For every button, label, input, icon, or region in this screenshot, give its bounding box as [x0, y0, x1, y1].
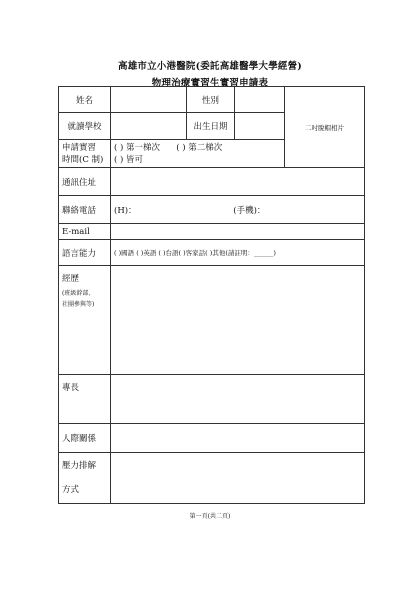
- form-subtitle: 物理治療實習生實習申請表: [151, 78, 269, 89]
- specialty-label: 專長: [59, 375, 111, 424]
- page-number: 第一頁(共二頁): [189, 513, 231, 520]
- form-title: 高雄市立小港醫院(委託高雄醫學大學經營): [118, 61, 302, 72]
- relations-label: 人際關係: [59, 424, 111, 453]
- phone-label: 聯絡電話: [59, 196, 111, 224]
- period-label: 申請實習 時間(C 制): [59, 140, 111, 168]
- stress-label-1: 壓力排解: [62, 461, 97, 471]
- experience-field[interactable]: [111, 266, 365, 375]
- school-label: 就讀學校: [59, 113, 111, 140]
- stress-label-2: 方式: [62, 485, 80, 495]
- period-option-second[interactable]: ( ) 第二梯次: [176, 142, 223, 153]
- experience-label-cell: [59, 266, 111, 375]
- application-form-table: [58, 86, 365, 504]
- address-field[interactable]: [111, 168, 365, 196]
- period-option-first[interactable]: ( ) 第一梯次: [114, 142, 161, 153]
- relations-field[interactable]: [111, 424, 365, 453]
- photo-label: 二吋脫帽相片: [305, 123, 344, 132]
- school-field[interactable]: [111, 113, 187, 140]
- experience-note-1: (班級幹部、: [62, 290, 95, 297]
- photo-box[interactable]: [285, 87, 365, 168]
- phone-mobile-label: (手機)：: [233, 205, 266, 216]
- phone-home-label: (H)：: [114, 205, 137, 216]
- email-field[interactable]: [111, 224, 365, 240]
- gender-label: 性別: [187, 87, 235, 113]
- language-options[interactable]: ( )國語 ( )英語 ( )台語( )客家話( )其他(請註明：______): [111, 240, 365, 266]
- name-field[interactable]: [111, 87, 187, 113]
- name-label: 姓名: [59, 87, 111, 113]
- language-label: 語言能力: [59, 240, 111, 266]
- period-options: [111, 140, 285, 168]
- phone-field[interactable]: [111, 196, 365, 224]
- stress-label-cell: [59, 453, 111, 504]
- specialty-field[interactable]: [111, 375, 365, 424]
- stress-field[interactable]: [111, 453, 365, 504]
- experience-label: 經歷: [62, 274, 80, 284]
- birth-label: 出生日期: [187, 113, 235, 140]
- experience-note-2: 社團參與等): [62, 301, 95, 308]
- address-label: 通訊住址: [59, 168, 111, 196]
- birth-field[interactable]: [235, 113, 285, 140]
- period-option-either[interactable]: ( ) 皆可: [114, 154, 144, 165]
- email-label: E-mail: [59, 224, 111, 240]
- gender-field[interactable]: [235, 87, 285, 113]
